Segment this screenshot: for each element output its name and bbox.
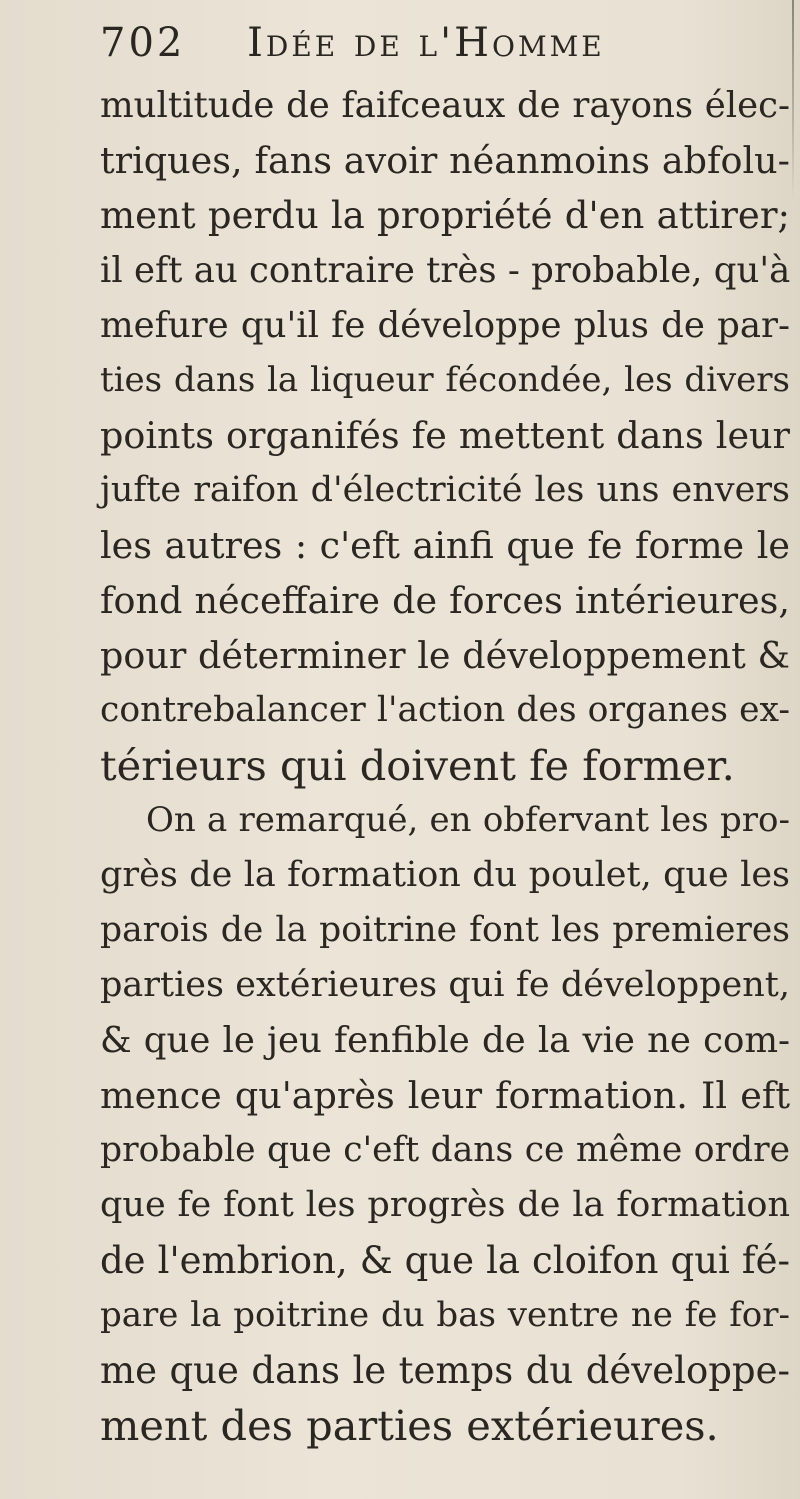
- running-head: [100, 20, 780, 80]
- text-line: ties dans la liqueur fécondée, les divers: [100, 360, 790, 400]
- paragraph-end-line: ment des parties extérieures.: [100, 1401, 719, 1450]
- text-line: probable que c'eft dans ce même ordre: [100, 1130, 790, 1170]
- text-line: pare la poitrine du bas ventre ne fe for-: [100, 1295, 790, 1335]
- text-line: me que dans le temps du développe-: [100, 1349, 790, 1392]
- text-line: jufte raifon d'électricité les uns envers: [100, 470, 790, 510]
- text-line: fond néceffaire de forces intérieures,: [100, 579, 790, 622]
- page-number: 702: [100, 20, 186, 66]
- text-line: points organifés fe mettent dans leur: [100, 414, 790, 457]
- text-line: grès de la formation du poulet, que les: [100, 855, 790, 895]
- text-line: les autres : c'eft ainfi que fe forme le: [100, 524, 790, 567]
- text-line: mence qu'après leur formation. Il eft: [100, 1074, 790, 1117]
- paragraph-end-line: térieurs qui doivent fe former.: [100, 741, 735, 790]
- text-line: il eft au contraire très - probable, qu'à: [100, 250, 791, 291]
- text-line: de l'embrion, & que la cloifon qui fé-: [100, 1239, 790, 1282]
- text-line: pour déterminer le développement &: [100, 634, 790, 677]
- text-line: & que le jeu fenfible de la vie ne com-: [100, 1020, 790, 1061]
- text-line: mefure qu'il fe développe plus de par-: [100, 305, 790, 346]
- paragraph-start-line: On a remarqué, en obfervant les pro-: [146, 800, 790, 840]
- text-line: parties extérieures qui fe développent,: [100, 965, 790, 1005]
- text-line: contrebalancer l'action des organes ex-: [100, 690, 790, 730]
- page-edge-shadow: [792, 0, 794, 200]
- text-line: triques, fans avoir néanmoins abfolu-: [100, 139, 790, 182]
- running-title: Idée de l'Homme: [247, 20, 605, 66]
- body-text: [100, 78, 790, 1453]
- text-line: que fe font les progrès de la formation: [100, 1185, 790, 1225]
- text-line: multitude de faifceaux de rayons élec-: [100, 85, 790, 126]
- text-line: ment perdu la propriété d'en attirer;: [100, 194, 790, 237]
- text-line: parois de la poitrine font les premieres: [100, 910, 790, 950]
